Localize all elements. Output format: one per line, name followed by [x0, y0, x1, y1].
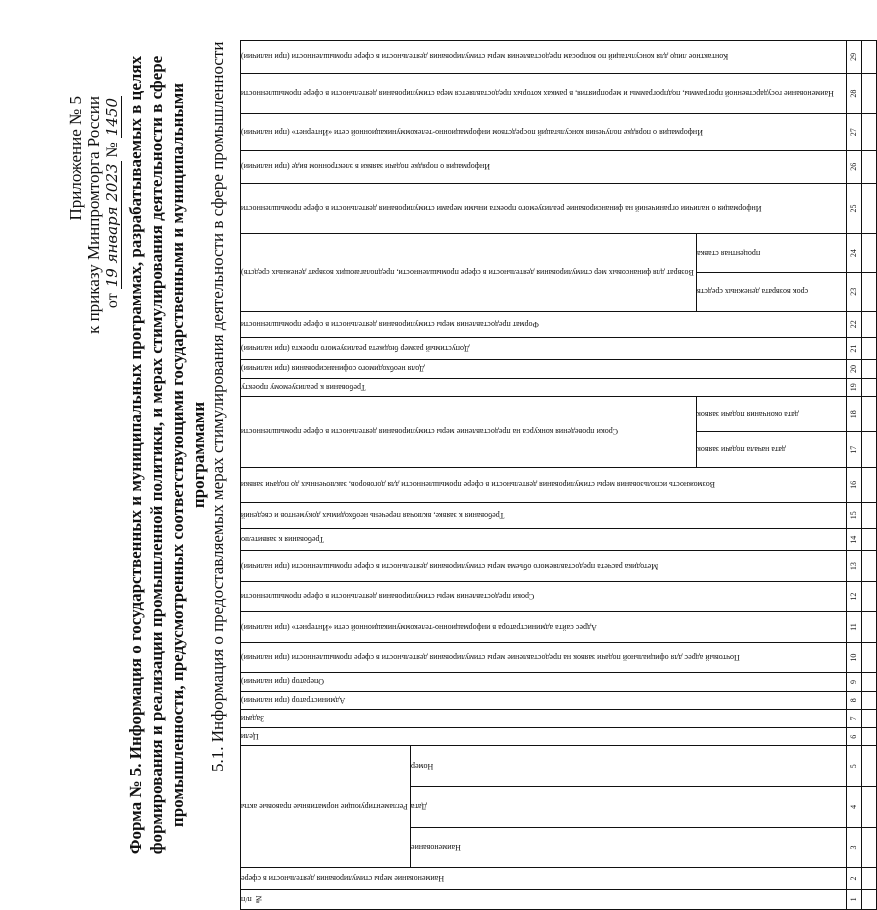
empty-cell[interactable]: [861, 889, 876, 909]
empty-cell[interactable]: [861, 337, 876, 359]
empty-cell[interactable]: [861, 827, 876, 868]
col-header-regulatory-acts: Регламентирующие нормативные правовые акты: [241, 746, 411, 868]
empty-cell[interactable]: [861, 612, 876, 642]
empty-cell[interactable]: [861, 673, 876, 691]
date-prefix: от: [104, 293, 121, 309]
empty-cell[interactable]: [861, 311, 876, 337]
col-header-restrictions: Информация о наличии ограничений на финансирование реализуемого проекта иными мерами стимулирования деятельности в сфере промышленности: [241, 183, 847, 234]
empty-cell[interactable]: [861, 360, 876, 378]
section-subtitle: 5.1. Информация о предоставляемых мерах стимулирования деятельности в сфере промышленности: [208, 41, 227, 772]
order-date-line: [103, 96, 122, 308]
column-number-cell: 26: [846, 151, 861, 184]
column-number-cell: 16: [846, 468, 861, 503]
col-header-return: Возврат для финансовых мер стимулирования деятельности в сфере промышленности, предполагающих возврат денежных средств): [241, 234, 697, 311]
column-number-cell: 23: [846, 272, 861, 311]
column-number-cell: 15: [846, 502, 861, 528]
handwritten-number: 1450: [103, 98, 121, 137]
empty-data-row: [861, 41, 876, 910]
col-header-interest-rate: процентная ставка: [696, 234, 846, 273]
column-number-cell: 11: [846, 612, 861, 642]
empty-cell[interactable]: [861, 41, 876, 74]
column-number-cell: 22: [846, 311, 861, 337]
empty-cell[interactable]: [861, 709, 876, 727]
col-header-operator: Оператор (при наличии): [241, 673, 847, 691]
column-number-cell: 8: [846, 691, 861, 709]
col-header-format: Формат предоставления меры стимулирования деятельности в сфере промышленности: [241, 311, 847, 337]
empty-cell[interactable]: [861, 787, 876, 828]
col-header-act-number: Номер: [410, 746, 846, 787]
empty-cell[interactable]: [861, 551, 876, 581]
empty-cell[interactable]: [861, 151, 876, 184]
empty-cell[interactable]: [861, 529, 876, 551]
col-header-terms: Сроки предоставления меры стимулирования деятельности в сфере промышленности: [241, 581, 847, 611]
empty-cell[interactable]: [861, 432, 876, 468]
empty-cell[interactable]: [861, 396, 876, 432]
col-header-measure-name: Наименование меры стимулирования деятельности в сфере: [241, 868, 847, 889]
column-number-cell: 3: [846, 827, 861, 868]
empty-cell[interactable]: [861, 183, 876, 234]
column-number-cell: 2: [846, 868, 861, 889]
col-header-postal-address: Почтовый адрес для официальной подачи заявок на предоставление меры стимулирования деятельности в сфере промышленности (при наличии): [241, 642, 847, 672]
column-number-cell: 13: [846, 551, 861, 581]
measures-table: [240, 40, 877, 910]
number-prefix: №: [104, 142, 121, 158]
empty-cell[interactable]: [861, 581, 876, 611]
column-number-cell: 12: [846, 581, 861, 611]
column-number-cell: 17: [846, 432, 861, 468]
col-header-tasks: Задачи: [241, 709, 847, 727]
empty-cell[interactable]: [861, 234, 876, 273]
empty-cell[interactable]: [861, 114, 876, 151]
empty-cell[interactable]: [861, 868, 876, 889]
col-header-budget: Допустимый размер бюджета реализуемого проекта (при наличии): [241, 337, 847, 359]
column-number-row: [846, 41, 861, 910]
form-title: Форма № 5. Информация о государственных и муниципальных программах, разрабатываемых в целях формирования и реализации промышленной политики, и мерах стимулирования деятельности в сфере промышленности, предусмотренных соответствующими государственными и муниципальными программами: [126, 55, 208, 855]
column-number-cell: 4: [846, 787, 861, 828]
column-number-cell: 24: [846, 234, 861, 273]
column-number-cell: 7: [846, 709, 861, 727]
column-number-cell: 14: [846, 529, 861, 551]
column-number-cell: 27: [846, 114, 861, 151]
column-number-cell: 29: [846, 41, 861, 74]
empty-cell[interactable]: [861, 691, 876, 709]
handwritten-date: 19 января 2023: [103, 163, 121, 288]
col-header-number: № п/п: [241, 889, 847, 909]
empty-cell[interactable]: [861, 73, 876, 114]
order-reference: к приказу Минпромторга России: [84, 96, 103, 334]
empty-cell[interactable]: [861, 642, 876, 672]
empty-cell[interactable]: [861, 272, 876, 311]
column-number-cell: 20: [846, 360, 861, 378]
col-header-project-reqs: Требования к реализуемому проекту: [241, 378, 847, 396]
col-header-goals: Цели: [241, 728, 847, 746]
empty-cell[interactable]: [861, 746, 876, 787]
col-header-electronic: Информация о порядке подачи заявки в электронном виде (при наличии): [241, 151, 847, 184]
column-number-cell: 28: [846, 73, 861, 114]
empty-cell[interactable]: [861, 468, 876, 503]
col-header-contest-terms: Сроки проведения конкурса на предоставление меры стимулирования деятельности в сфере промышленности: [241, 396, 697, 467]
col-header-applicant-reqs: Требования к заявителю: [241, 529, 847, 551]
col-header-end-date: дата окончания подачи заявок: [696, 396, 846, 432]
col-header-method: Методика расчета предоставляемого объема меры стимулирования деятельности в сфере промышленности (при наличии): [241, 551, 847, 581]
col-header-application-reqs: Требования к заявке, включая перечень необходимых документов и сведений: [241, 502, 847, 528]
column-number-cell: 1: [846, 889, 861, 909]
empty-cell[interactable]: [861, 378, 876, 396]
col-header-website: Адрес сайта администратора в информационно-телекоммуникационной сети «Интернет» (при наличии): [241, 612, 847, 642]
column-number-cell: 21: [846, 337, 861, 359]
col-header-consultation: Информация о порядке получения консультаций посредством информационно-телекоммуникационной сети «Интернет» (при наличии): [241, 114, 847, 151]
col-header-act-name: Наименование: [410, 827, 846, 868]
column-number-cell: 5: [846, 746, 861, 787]
column-number-cell: 6: [846, 728, 861, 746]
column-number-cell: 9: [846, 673, 861, 691]
col-header-act-date: Дата: [410, 787, 846, 828]
column-number-cell: 10: [846, 642, 861, 672]
appendix-label: Приложение № 5: [66, 96, 85, 221]
col-header-cofinancing: Доля необходимого софинансирования (при наличии): [241, 360, 847, 378]
empty-cell[interactable]: [861, 502, 876, 528]
column-number-cell: 18: [846, 396, 861, 432]
col-header-prior-contracts: Возможность использования меры стимулирования деятельности в сфере промышленности для договоров, заключенных до подачи заявки: [241, 468, 847, 503]
col-header-contact: Контактное лицо для консультаций по вопросам предоставления меры стимулирования деятельности в сфере промышленности (при наличии): [241, 41, 847, 74]
column-number-cell: 19: [846, 378, 861, 396]
col-header-program: Наименование государственной программы, подпрограммы и мероприятия, в рамках которых предоставляется мера стимулирования деятельности в сфере промышленности: [241, 73, 847, 114]
col-header-return-term: срок возврата денежных средств: [696, 272, 846, 311]
col-header-administrator: Администратор (при наличии): [241, 691, 847, 709]
column-number-cell: 25: [846, 183, 861, 234]
col-header-start-date: дата начала подачи заявок: [696, 432, 846, 468]
empty-cell[interactable]: [861, 728, 876, 746]
